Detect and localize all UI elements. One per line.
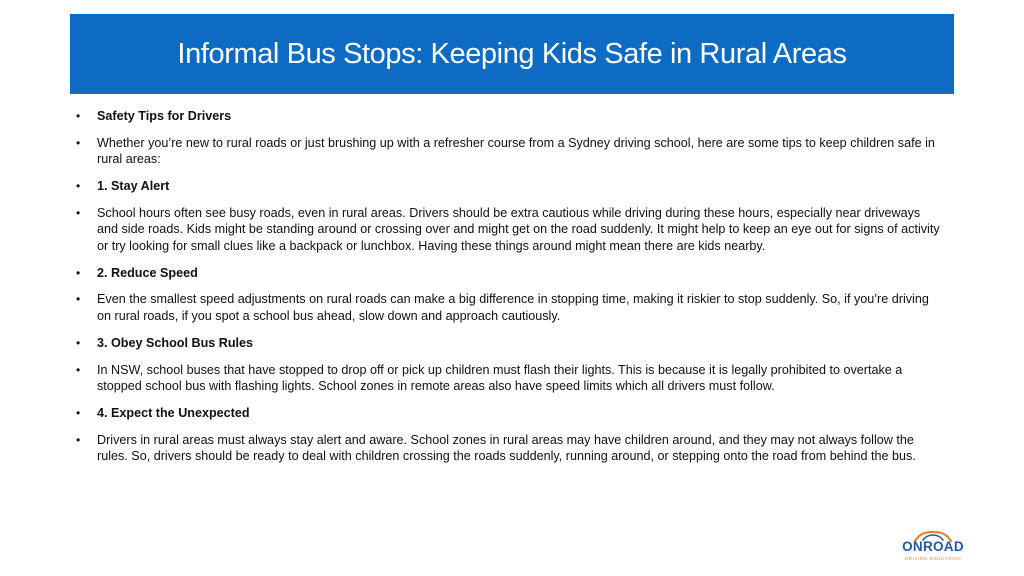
- bullet-dot: •: [76, 405, 81, 420]
- bullet-list: [76, 108, 944, 475]
- bullet-text: School hours often see busy roads, even in rural areas. Drivers should be extra cautious while driving during these hours, especially near driveways and side roads. Kids might be standing around or crossing over and might get on the road suddenly. It might help to keep an eye out for signs of activity or try looking for small clues like a backpack or lunchbox. Having these things around might mean there are kids nearby.: [97, 205, 940, 253]
- bullet-item: [76, 178, 944, 195]
- bullet-item: [76, 108, 944, 125]
- bullet-item: [76, 432, 944, 465]
- bullet-dot: •: [76, 135, 81, 150]
- bullet-item: [76, 291, 944, 324]
- bullet-dot: •: [76, 432, 81, 447]
- bullet-text: 3. Obey School Bus Rules: [97, 335, 254, 350]
- onroad-logo: [894, 530, 972, 564]
- bullet-text: Even the smallest speed adjustments on rural roads can make a big difference in stopping time, making it riskier to stop suddenly. So, if you’re driving on rural roads, if you spot a school bus ahead, slow down and approach cautiously.: [97, 292, 929, 323]
- logo-wordmark: ONROAD: [902, 539, 964, 554]
- bullet-dot: •: [76, 265, 81, 280]
- bullet-text: Drivers in rural areas must always stay alert and aware. School zones in rural areas may have children around, and they may not always follow the rules. So, drivers should be ready to deal with children crossing the roads suddenly, running around, or stepping onto the road from behind the bus.: [97, 432, 916, 464]
- bullet-item: [76, 405, 944, 422]
- logo-tagline: DRIVING EDUCATION: [904, 556, 962, 561]
- bullet-text: In NSW, school buses that have stopped to drop off or pick up children must flash their lights. This is because it is legally prohibited to overtake a stopped school bus with flashing lights. School zones in remote areas also have speed limits which all drivers must follow.: [97, 362, 903, 394]
- bullet-text: Safety Tips for Drivers: [97, 109, 232, 123]
- bullet-item: [76, 205, 944, 255]
- bullet-dot: •: [76, 362, 81, 377]
- bullet-dot: •: [76, 205, 81, 220]
- bullet-dot: •: [76, 292, 81, 307]
- bullet-text: 2. Reduce Speed: [97, 265, 198, 280]
- bullet-dot: •: [76, 109, 81, 123]
- title-bar: [70, 14, 954, 94]
- bullet-dot: •: [76, 335, 81, 350]
- bullet-text: Whether you’re new to rural roads or just brushing up with a refresher course from a Sydney driving school, here are some tips to keep children safe in rural areas:: [97, 135, 935, 167]
- bullet-item: [76, 362, 944, 395]
- bullet-item: [76, 335, 944, 352]
- slide-title: Informal Bus Stops: Keeping Kids Safe in Rural Areas: [177, 37, 847, 70]
- bullet-text: 1. Stay Alert: [97, 179, 170, 194]
- bullet-item: [76, 135, 944, 168]
- bullet-item: [76, 265, 944, 282]
- bullet-dot: •: [76, 179, 81, 194]
- bullet-text: 4. Expect the Unexpected: [97, 405, 250, 420]
